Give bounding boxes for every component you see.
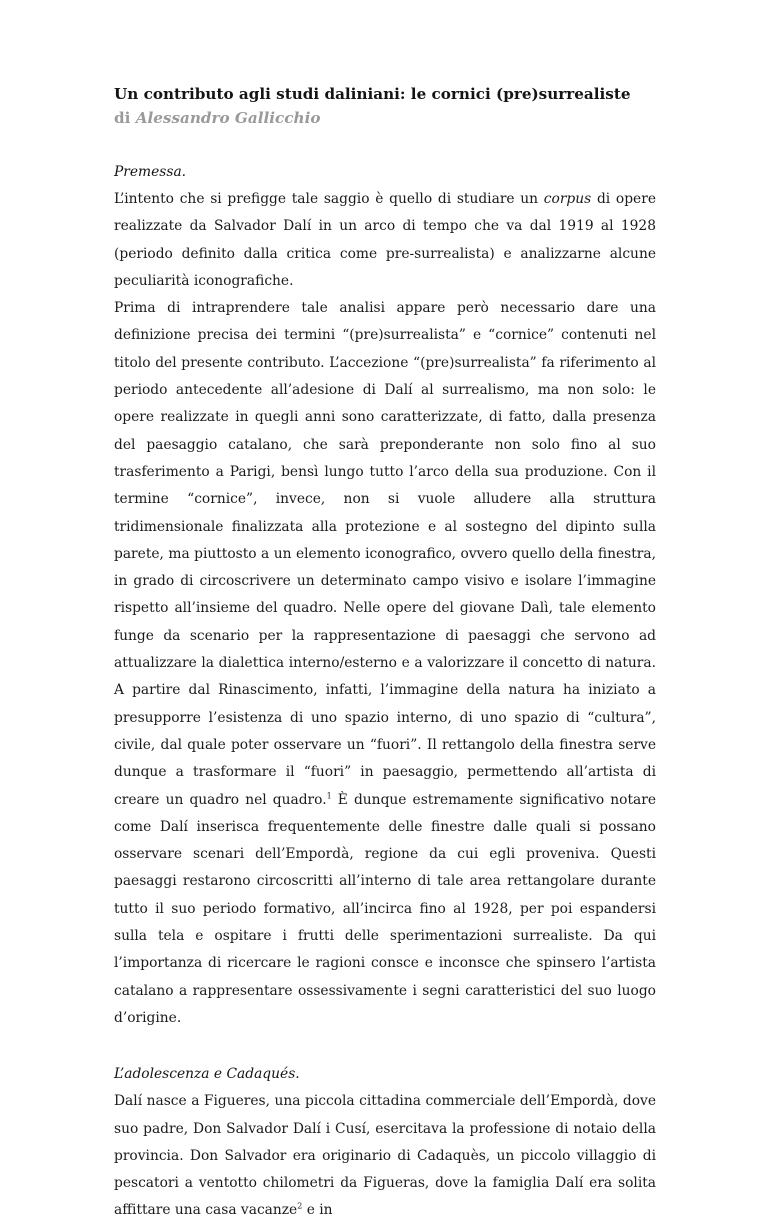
author-name: Alessandro Gallicchio	[135, 109, 321, 127]
section-heading-premessa: Premessa.	[114, 164, 187, 180]
paragraph-text: Prima di intraprendere tale analisi appare però necessario dare una definizione precisa dei termini “(pre)surrealista” e “cornice” contenuti nel titolo del presente contributo. L’accezione “(pre)surrealista” fa riferimento al periodo antecedente all’adesione di Dalí al surrealismo, ma non solo: le opere realizzate in quegli anni sono caratterizzate, di fatto, dalla presenza del paesaggio catalano, che sarà preponderante non solo fino al suo trasferimento a Parigi, bensì lungo tutto l’arco della sua produzione. Con il termine “cornice”, invece, non si vuole alludere alla struttura tridimensionale finalizzata alla protezione e al sostegno del dipinto sulla parete, ma piuttosto a un elemento iconografico, ovvero quello della finestra, in grado di circoscrivere un determinato campo visivo e isolare l’immagine rispetto all’insieme del quadro. Nelle opere del giovane Dalì, tale elemento funge da scenario per la rappresentazione di paesaggi che servono ad attualizzare la dialettica interno/esterno e a valorizzare il concetto di natura. A partire dal Rinascimento, infatti, l’immagine della natura ha iniziato a presupporre l’esistenza di uno spazio interno, di uno spazio di “cultura”, civile, dal quale poter osservare un “fuori”. Il rettangolo della finestra serve dunque a trasformare il “fuori” in paesaggio, permettendo all’artista di creare un quadro nel quadro.	[114, 300, 656, 808]
emphasis-text: corpus	[543, 191, 592, 207]
footnote-ref: 1	[326, 790, 332, 800]
paragraph-text: di opere realizzate da Salvador Dalí in un arco di tempo che va dal 1919 al 1928 (periodo definito dalla critica come pre-surrealista) e analizzarne alcune peculiarità iconografiche.	[114, 191, 656, 289]
paragraph	[114, 186, 656, 295]
document-title: Un contributo agli studi daliniani: le cornici (pre)surrealiste	[114, 85, 631, 103]
footnote-ref: 2	[297, 1201, 303, 1211]
byline	[114, 106, 656, 130]
paragraph	[114, 295, 656, 1032]
section-heading-adolescenza: L’adolescenza e Cadaqués.	[114, 1066, 300, 1083]
paragraph-text: e in	[302, 1202, 333, 1219]
paragraph-text: L’intento che si prefigge tale saggio è quello di studiare un	[114, 191, 544, 207]
byline-prefix: di	[114, 109, 136, 127]
paragraph	[114, 1088, 656, 1224]
paragraph-text: È dunque estremamente significativo notare come Dalí inserisca frequentemente delle finestre dalle quali si possano osservare scenari dell’Empordà, regione da cui egli proveniva. Questi paesaggi restarono circoscritti all’interno di tale area rettangolare durante tutto il suo periodo formativo, all’incirca fino al 1928, per poi espandersi sulla tela e ospitare i frutti delle sperimentazioni surrealiste. Da qui l’importanza di ricercare le ragioni consce e inconsce che spinsero l’artista catalano a rappresentare ossessivamente i segni caratteristici del suo luogo d’origine.	[114, 791, 657, 1026]
paragraph-text: Dalí nasce a Figueres, una piccola cittadina commerciale dell’Empordà, dove suo padre, Don Salvador Dalí i Cusí, esercitava la professione di notaio della provincia. Don Salvador era originario di Cadaquès, un piccolo villaggio di pescatori a ventotto chilometri da Figueras, dove la famiglia Dalí era solita affittare una casa vacanze	[114, 1093, 656, 1219]
